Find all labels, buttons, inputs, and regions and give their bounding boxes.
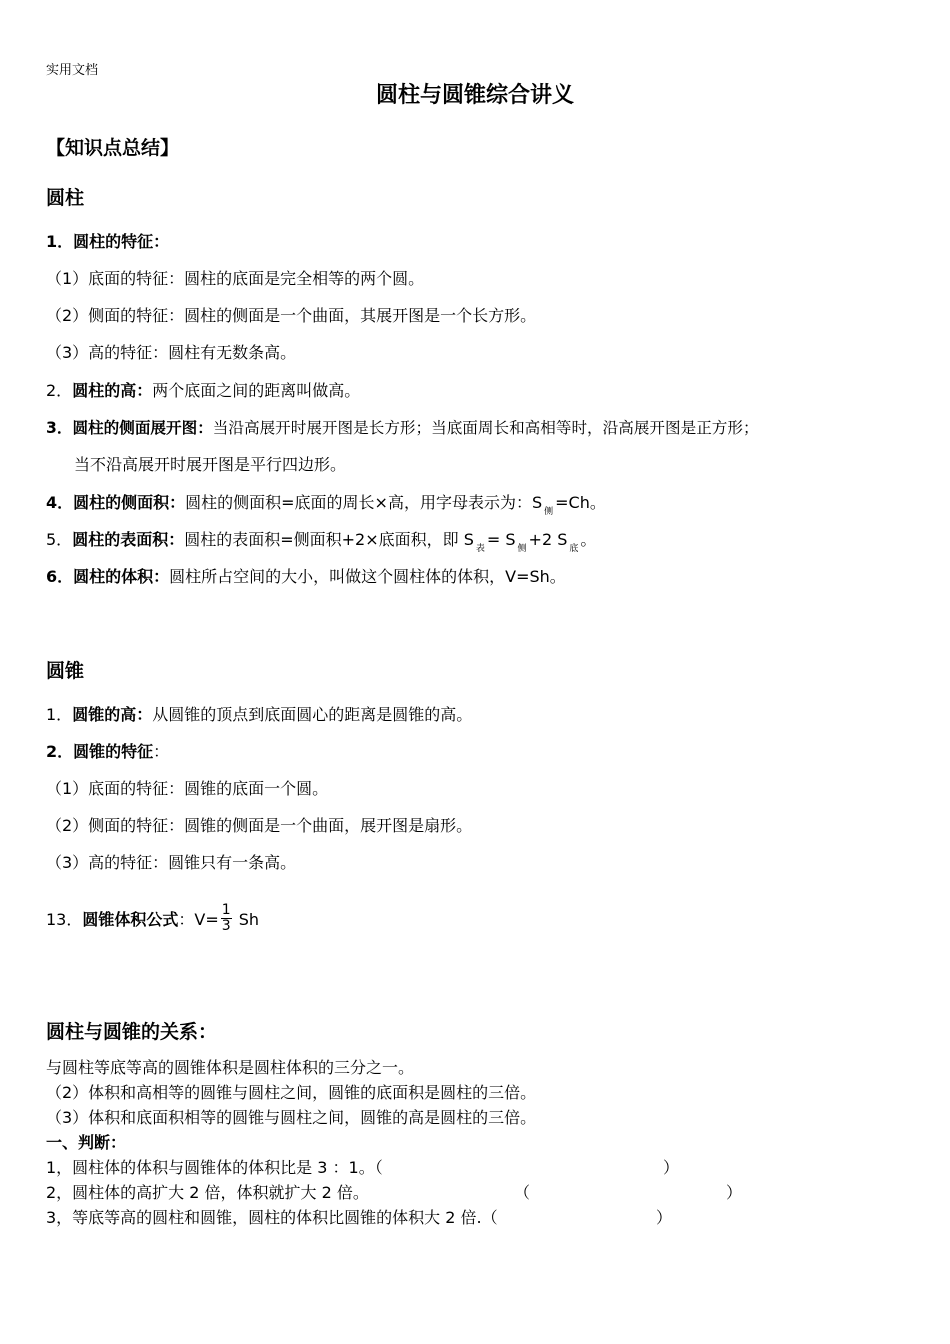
cylinder-item-3-cont: 当不沿高展开时展开图是平行四边形。 — [74, 455, 347, 474]
relation-line-2: （2）体积和高相等的圆锥与圆柱之间，圆锥的底面积是圆柱的三倍。 — [46, 1083, 537, 1102]
fraction-one-third: $\frac{1}{3}$ — [221, 902, 231, 934]
cylinder-item-1a: （1）底面的特征：圆柱的底面是完全相等的两个圆。 — [46, 269, 425, 288]
cone-item-1: 1．圆锥的高：从圆锥的顶点到底面圆心的距离是圆锥的高。 — [46, 705, 473, 724]
cylinder-item-2: 2．圆柱的高：两个底面之间的距离叫做高。 — [46, 381, 361, 400]
page-header-label: 实用文档 — [46, 63, 99, 78]
page-title: 圆柱与圆锥综合讲义 — [375, 83, 574, 108]
cone-item-2c: （3）高的特征：圆锥只有一条高。 — [46, 853, 297, 872]
cylinder-heading: 圆柱 — [46, 187, 85, 209]
cylinder-item-5: 5．圆柱的表面积：圆柱的表面积=侧面积+2×底面积，即 S $_表$ = S $_侧$ +2 S $_底$ 。 — [46, 530, 597, 554]
relation-line-1: 与圆柱等底等高的圆锥体积是圆柱体积的三分之一。 — [46, 1058, 415, 1077]
relation-line-3: （3）体积和底面积相等的圆锥与圆柱之间，圆锥的高是圆柱的三倍。 — [46, 1108, 537, 1127]
cone-heading: 圆锥 — [46, 660, 85, 682]
cone-item-2a: （1）底面的特征：圆锥的底面一个圆。 — [46, 779, 329, 798]
cone-volume-formula: 13．圆锥体积公式：V= $\frac{1}{3}$ Sh — [46, 902, 260, 934]
summary-heading: 【知识点总结】 — [46, 137, 180, 159]
judge-question-1: 1，圆柱体的体积与圆锥体的体积比是 3 ：1。（ ） — [46, 1158, 680, 1177]
cylinder-item-3: 3．圆柱的侧面展开图：当沿高展开时展开图是长方形；当底面周长和高相等时，沿高展开图是正方形； — [46, 419, 759, 437]
cylinder-item-1: 1．圆柱的特征： — [46, 232, 170, 251]
cylinder-item-1c: （3）高的特征：圆柱有无数条高。 — [46, 343, 297, 362]
relation-heading: 圆柱与圆锥的关系： — [46, 1021, 218, 1043]
judge-heading: 一、判断： — [46, 1133, 127, 1152]
judge-question-3: 3，等底等高的圆柱和圆锥，圆柱的体积比圆锥的体积大 2 倍.（ ） — [46, 1208, 673, 1227]
cone-item-2: 2．圆锥的特征： — [46, 742, 170, 761]
cylinder-item-6: 6．圆柱的体积：圆柱所占空间的大小，叫做这个圆柱体的体积，V=Sh。 — [46, 567, 566, 586]
judge-question-2: 2，圆柱体的高扩大 2 倍，体积就扩大 2 倍。 （ ） — [46, 1183, 743, 1202]
cylinder-item-4: 4．圆柱的侧面积：圆柱的侧面积=底面的周长×高，用字母表示为：S $_侧$ =Ch。 — [46, 493, 606, 517]
cylinder-item-1b: （2）侧面的特征：圆柱的侧面是一个曲面，其展开图是一个长方形。 — [46, 306, 537, 325]
cone-item-2b: （2）侧面的特征：圆锥的侧面是一个曲面，展开图是扇形。 — [46, 816, 473, 835]
